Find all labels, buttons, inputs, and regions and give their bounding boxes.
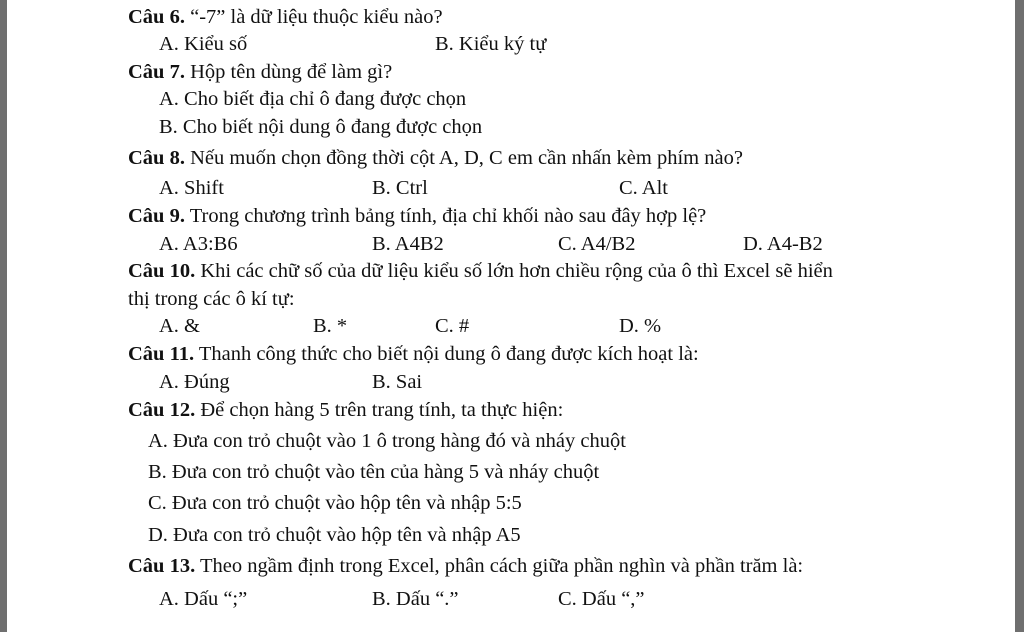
option-10a: A. &: [159, 315, 200, 337]
option-11a: A. Đúng: [159, 371, 230, 393]
question-10-continued: thị trong các ô kí tự:: [128, 288, 295, 310]
option-12a: A. Đưa con trỏ chuột vào 1 ô trong hàng đó và nháy chuột: [148, 430, 626, 452]
question-number: Câu 13.: [128, 555, 196, 577]
question-number: Câu 11.: [128, 343, 195, 365]
option-12d: D. Đưa con trỏ chuột vào hộp tên và nhập A5: [148, 524, 521, 546]
question-9: [128, 204, 706, 228]
option-6a: A. Kiểu số: [159, 33, 248, 55]
question-text: Hộp tên dùng để làm gì?: [184, 61, 393, 83]
question-number: Câu 7.: [128, 61, 185, 83]
option-12b: B. Đưa con trỏ chuột vào tên của hàng 5 và nháy chuột: [148, 461, 600, 483]
question-text: Thanh công thức cho biết nội dung ô đang được kích hoạt là:: [194, 343, 699, 365]
question-number: Câu 6.: [128, 6, 185, 28]
option-7b: B. Cho biết nội dung ô đang được chọn: [159, 116, 483, 138]
option-10d: D. %: [619, 315, 662, 337]
document-page: [7, 0, 1015, 632]
option-10c: C. #: [435, 315, 470, 337]
option-12c: C. Đưa con trỏ chuột vào hộp tên và nhập 5:5: [148, 492, 522, 514]
option-11b: B. Sai: [372, 371, 423, 393]
question-number: Câu 9.: [128, 205, 185, 227]
question-number: Câu 8.: [128, 147, 185, 169]
question-6: [128, 5, 443, 29]
question-7: [128, 60, 392, 84]
question-text: Trong chương trình bảng tính, địa chỉ khối nào sau đây hợp lệ?: [184, 205, 707, 227]
question-text: Theo ngầm định trong Excel, phân cách giữa phần nghìn và phần trăm là:: [195, 555, 804, 577]
question-number: Câu 12.: [128, 399, 196, 421]
option-8b: B. Ctrl: [372, 177, 428, 199]
question-13: [128, 554, 803, 578]
option-9a: A. A3:B6: [159, 233, 238, 255]
question-11: [128, 342, 699, 366]
question-10: [128, 259, 833, 283]
option-8a: A. Shift: [159, 177, 224, 199]
option-7a: A. Cho biết địa chỉ ô đang được chọn: [159, 88, 467, 110]
question-text: Nếu muốn chọn đồng thời cột A, D, C em cần nhấn kèm phím nào?: [184, 147, 743, 169]
question-text: “-7” là dữ liệu thuộc kiểu nào?: [184, 6, 443, 28]
question-number: Câu 10.: [128, 260, 196, 282]
option-13c: C. Dấu “,”: [558, 588, 645, 610]
option-13a: A. Dấu “;”: [159, 588, 248, 610]
question-12: [128, 398, 563, 422]
option-8c: C. Alt: [619, 177, 668, 199]
option-9d: D. A4-B2: [743, 233, 823, 255]
question-text: Để chọn hàng 5 trên trang tính, ta thực hiện:: [195, 399, 564, 421]
question-8: [128, 146, 743, 170]
option-9c: C. A4/B2: [558, 233, 636, 255]
option-10b: B. *: [313, 315, 348, 337]
question-text: Khi các chữ số của dữ liệu kiểu số lớn hơn chiều rộng của ô thì Excel sẽ hiển: [195, 260, 833, 282]
option-6b: B. Kiểu ký tự: [435, 33, 547, 55]
option-13b: B. Dấu “.”: [372, 588, 459, 610]
option-9b: B. A4B2: [372, 233, 444, 255]
